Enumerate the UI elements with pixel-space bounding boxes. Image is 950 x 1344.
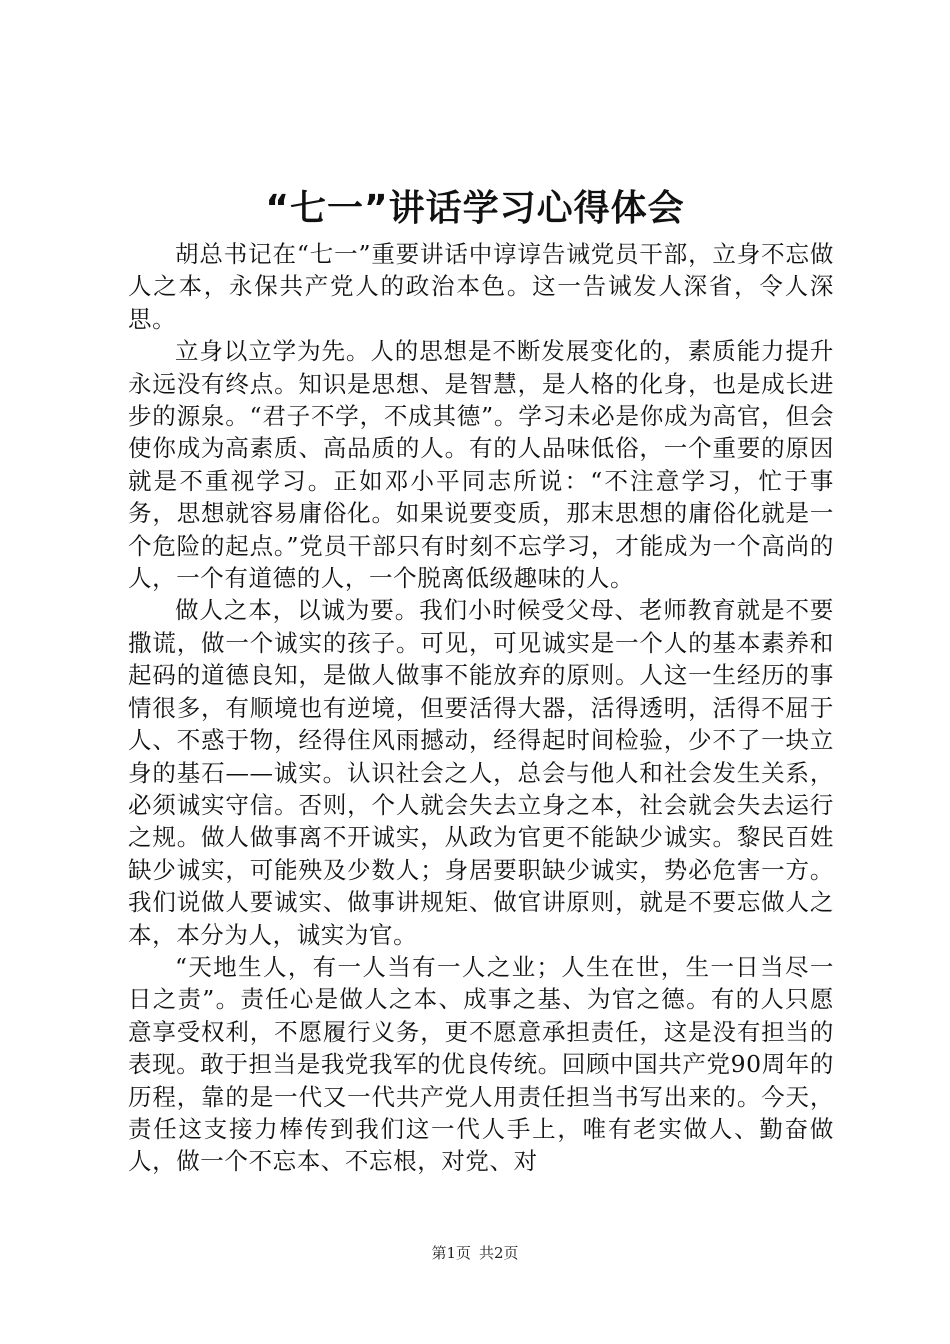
document-body: [128, 238, 834, 1178]
document-title: “七一”讲话学习心得体会: [265, 188, 685, 229]
paragraph: “天地生人，有一人当有一人之业；人生在世，生一日当尽一日之责”。责任心是做人之本、成事之基、为官之德。有的人只愿意享受权利，不愿履行义务，更不愿意承担责任，这是没有担当的表现。敢于担当是我党我军的优良传统。回顾中国共产党90周年的历程，靠的是一代又一代共产党人用责任担当书写出来的。今天，责任这支接力棒传到我们这一代人手上，唯有老实做人、勤奋做人，做一个不忘本、不忘根，对党、对: [128, 952, 834, 1176]
page-footer: [0, 1243, 950, 1263]
paragraph: 做人之本，以诚为要。我们小时候受父母、老师教育就是不要撒谎，做一个诚实的孩子。可见，可见诚实是一个人的基本素养和起码的道德良知，是做人做事不能放弃的原则。人这一生经历的事情很多，有顺境也有逆境，但要活得大器，活得透明，活得不屈于人、不惑于物，经得住风雨撼动，经得起时间检验，少不了一块立身的基石——诚实。认识社会之人，总会与他人和社会发生关系，必须诚实守信。否则，个人就会失去立身之本，社会就会失去运行之规。做人做事离不开诚实，从政为官更不能缺少诚实。黎民百姓缺少诚实，可能殃及少数人；身居要职缺少诚实，势必危害一方。我们说做人要诚实、做事讲规矩、做官讲原则，就是不要忘做人之本，本分为人，诚实为官。: [128, 596, 834, 949]
page-number: 第1页: [431, 1244, 471, 1262]
paragraph: 胡总书记在“七一”重要讲话中谆谆告诫党员干部，立身不忘做人之本，永保共产党人的政治本色。这一告诫发人深省，令人深思。: [128, 240, 834, 333]
paragraph: 立身以立学为先。人的思想是不断发展变化的，素质能力提升永远没有终点。知识是思想、是智慧，是人格的化身，也是成长进步的源泉。“君子不学，不成其德”。学习未必是你成为高官，但会使你成为高素质、高品质的人。有的人品味低俗，一个重要的原因就是不重视学习。正如邓小平同志所说：“不注意学习，忙于事务，思想就容易庸俗化。如果说要变质，那末思想的庸俗化就是一个危险的起点。”党员干部只有时刻不忘学习，才能成为一个高尚的人，一个有道德的人，一个脱离低级趣味的人。: [128, 337, 834, 593]
page-total: 共2页: [479, 1244, 519, 1262]
